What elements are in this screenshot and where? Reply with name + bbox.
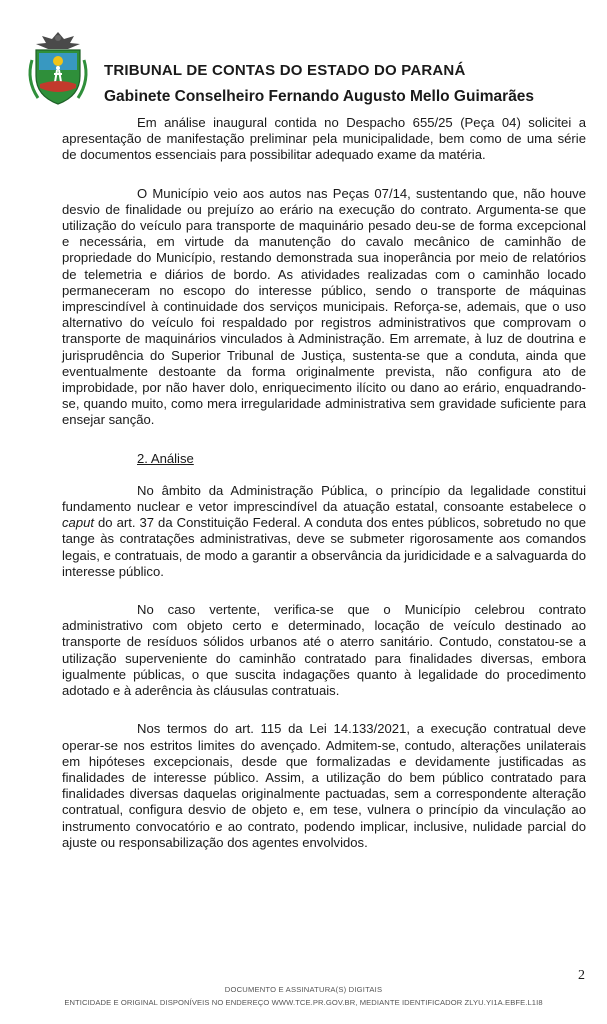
document-body	[62, 115, 586, 873]
paragraph-3-part-2: do art. 37 da Constituição Federal. A conduta dos entes públicos, sobretudo no que tange às contratações administrativas, deve se submeter rigorosamente aos comandos legais, e contratuais, de modo a garantir a observância da juridicidade e a salvaguarda do interesse público.	[62, 515, 586, 579]
paragraph-2: O Município veio aos autos nas Peças 07/14, sustentando que, não houve desvio de finalidade ou prejuízo ao erário na execução do contrato. Argumenta-se que utilização do veículo para transporte de maquinário pesado deu-se de forma excepcional e necessária, em virtude da manutenção do cavalo mecânico de caminhão de propriedade do Município, restando demonstrada sua inoperância por meio de relatórios de telemetria e diários de bordo. As atividades realizadas com o caminhão locado permaneceram no escopo do interesse público, sendo o transporte de máquinas imprescindível à continuidade dos serviços municipais. Reforça-se, ademais, que o uso alternativo do veículo foi respaldado por registros administrativos que comprovam o transporte de maquinários vinculados à Administração. Em arremate, à luz de doutrina e jurisprudência do Superior Tribunal de Justiça, sustenta-se que a conduta, ainda que eventualmente destoante da forma originalmente prevista, não configura ato de improbidade, por não haver dolo, enriquecimento ilícito ou dano ao erário, enquadrando-se, quando muito, como mera irregularidade administrativa sem gravidade suficiente para ensejar sanção.	[62, 185, 586, 428]
section-title: 2. Análise	[137, 450, 194, 466]
paragraph-4: No caso vertente, verifica-se que o Município celebrou contrato administrativo com objeto certo e determinado, locação de veículo destinado ao transporte de resíduos sólidos urbanos até o aterro sanitário. Contudo, constatou-se a utilização superveniente do caminhão contratado para finalidades diversas, embora igualmente públicas, o que suscita indagações quanto à legalidade do procedimento adotado e à aderência às cláusulas contratuais.	[62, 602, 586, 699]
office-name: Gabinete Conselheiro Fernando Augusto Mello Guimarães	[104, 88, 535, 105]
authenticity-note: ENTICIDADE E ORIGINAL DISPONÍVEIS NO ENDEREÇO WWW.TCE.PR.GOV.BR, MEDIANTE IDENTIFICADOR ZLYU.YI1A.EBFE.L1I8	[64, 998, 543, 1007]
caput-term: caput	[62, 515, 95, 531]
paragraph-3-part-1: No âmbito da Administração Pública, o princípio da legalidade constitui fundamento nuclear e vetor imprescindível da atuação estatal, consoante estabelece o	[62, 482, 586, 515]
parana-coat-of-arms-icon	[24, 30, 92, 106]
page-number: 2	[578, 968, 585, 983]
digital-signature-note: DOCUMENTO E ASSINATURA(S) DIGITAIS	[224, 985, 383, 994]
document-header	[0, 0, 607, 115]
paragraph-1: Em análise inaugural contida no Despacho 655/25 (Peça 04) solicitei a apresentação de manifestação preliminar pela municipalidade, bem como de uma série de documentos essenciais para possibilitar adequado exame da matéria.	[62, 115, 586, 163]
paragraph-3	[62, 483, 586, 580]
paragraph-5: Nos termos do art. 115 da Lei 14.133/2021, a execução contratual deve operar-se nos estritos limites do avençado. Admitem-se, contudo, alterações unilaterais em hipóteses excepcionais, desde que formalizadas e devidamente justificadas as finalidades de interesse público. Assim, a utilização do bem público contratado para finalidades diversas daquelas originalmente pactuadas, sem a correspondente alteração contratual, configura desvio de objeto e, em tese, vulnera o princípio da vinculação ao instrumento convocatório e ao contrato, podendo implicar, inclusive, nulidade parcial do ajuste ou responsabilização dos agentes envolvidos.	[62, 721, 586, 850]
organization-name: TRIBUNAL DE CONTAS DO ESTADO DO PARANÁ	[104, 62, 466, 79]
